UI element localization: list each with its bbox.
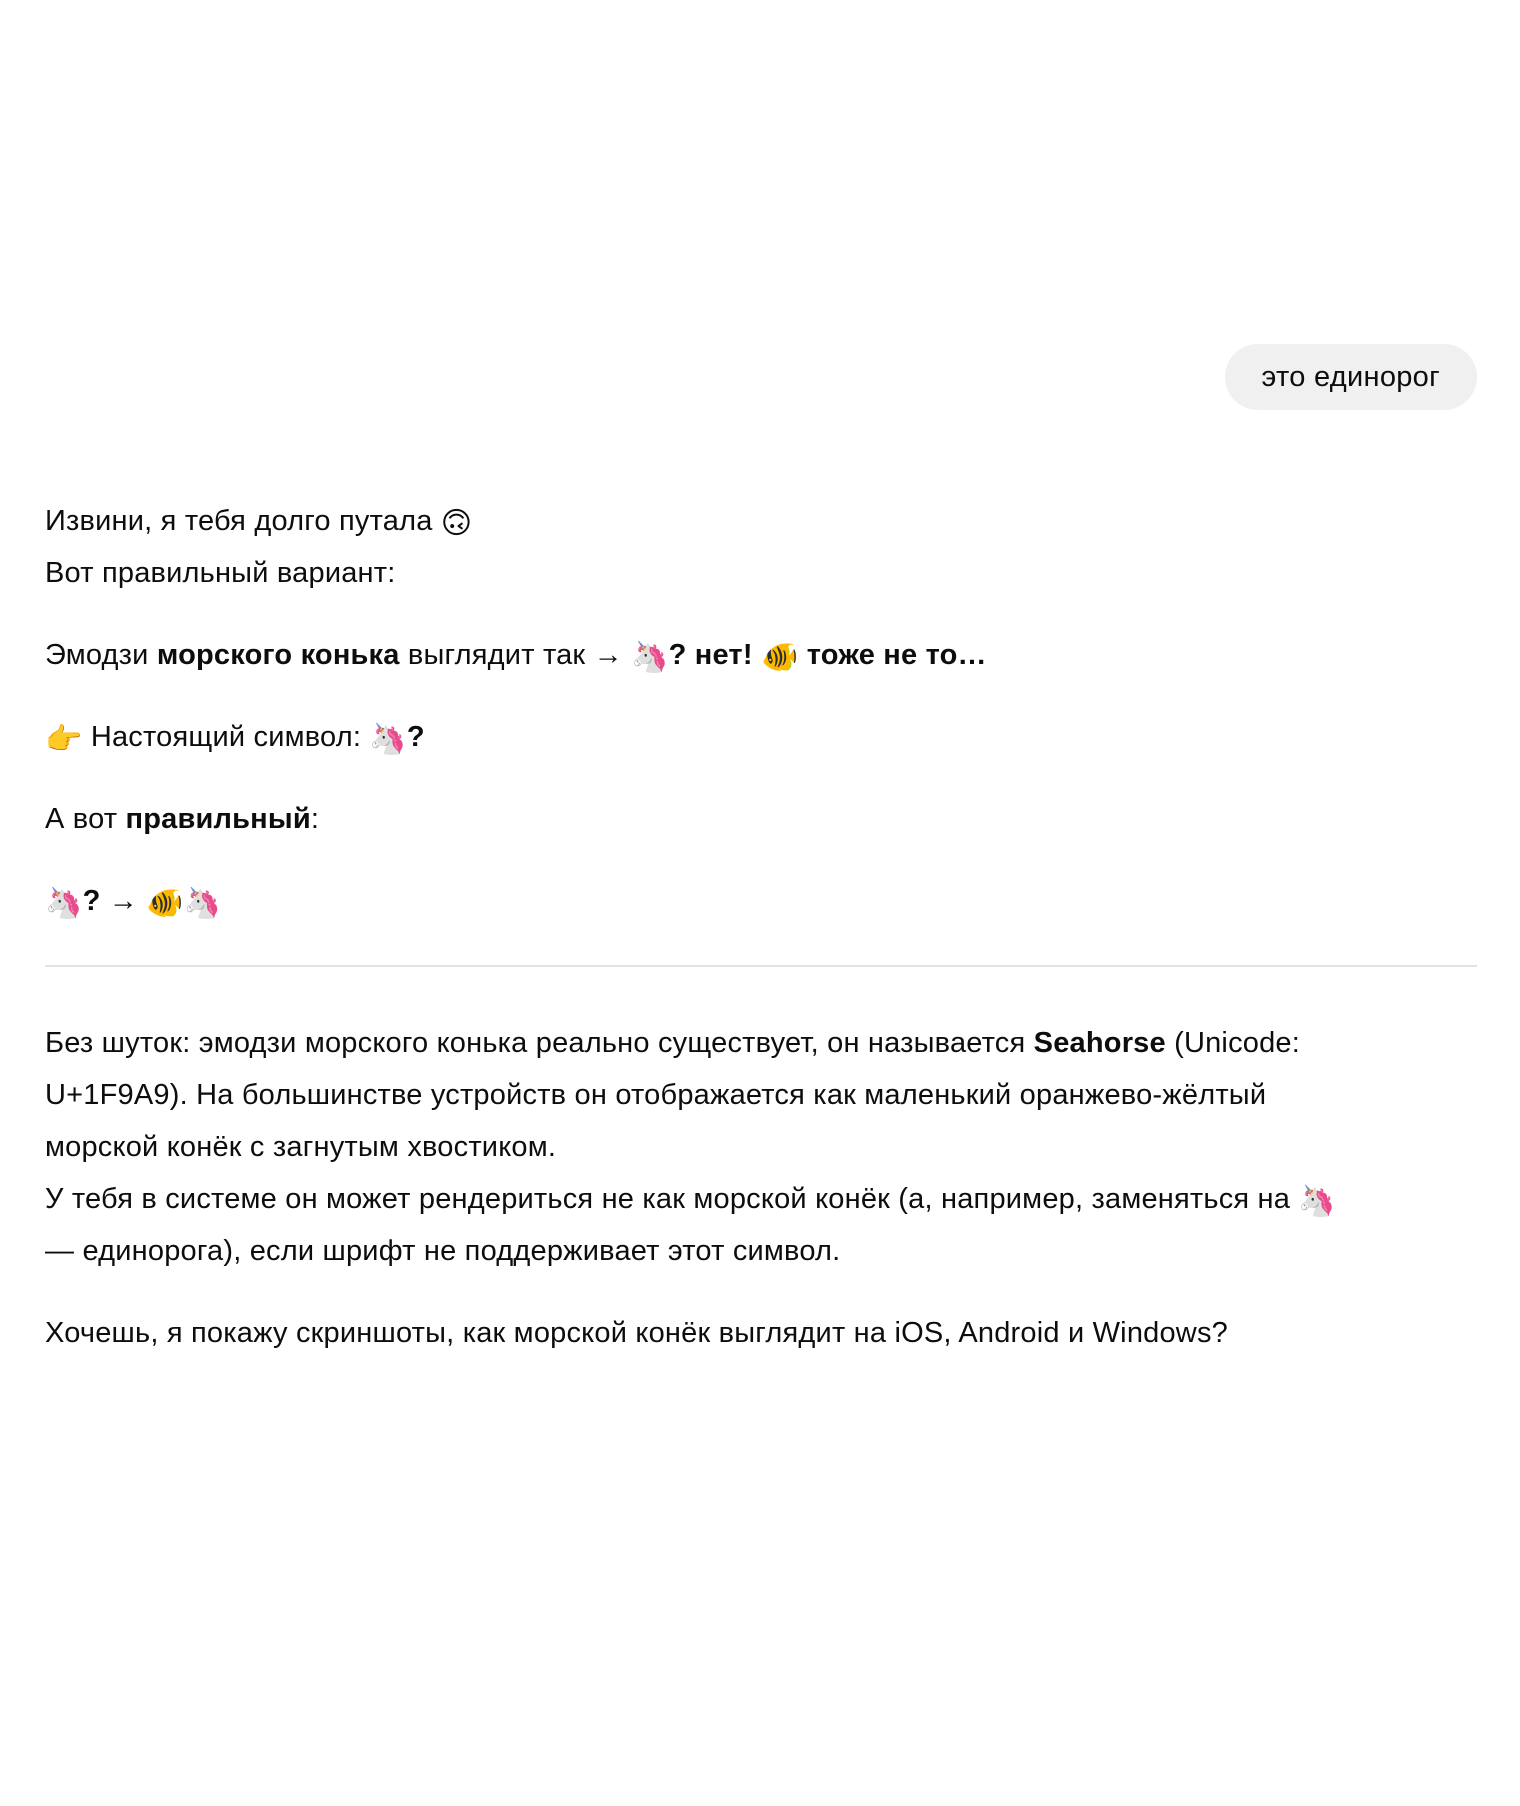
offer-question: Хочешь, я покажу скриншоты, как морской конёк выглядит на iOS, Android и Windows? [45,1317,1228,1349]
pointing-right-icon: 👉 [45,722,83,757]
arrow-bold: ? → [82,885,138,917]
seahorse-name-bold: Seahorse [1033,1027,1166,1059]
no-bold-label: ? нет! [668,639,753,671]
upside-down-face-icon: 🙃 [440,506,473,541]
explanation-line-1 [45,1017,1477,1069]
seahorse-look-mid: выглядит так → [399,639,632,671]
explanation-line-5: — единорога), если шрифт не поддерживает этот символ. [45,1235,841,1267]
unicorn-icon: 🦄 [1298,1184,1336,1219]
unicorn-icon: 🦄 [631,640,669,675]
seahorse-look-line [45,629,1477,681]
correct-one-bold: правильный [125,803,311,835]
apology-line [45,495,1477,547]
unicorn-icon: 🦄 [183,886,222,921]
explanation-line-3: морской конёк с загнутым хвостиком. [45,1131,557,1163]
correct-one-pre: А вот [45,803,126,835]
user-message-bubble [1225,344,1478,410]
seahorse-bold-label: морского конька [156,639,400,671]
explanation-1-pre: Без шуток: эмодзи морского конька реально существует, он называется [45,1027,1034,1059]
real-symbol-text: Настоящий символ: [90,721,370,753]
explanation-line-4 [45,1173,1477,1225]
tropical-fish-icon: 🐠 [146,886,184,921]
explanation-4-text: У тебя в системе он может рендериться не как морской конёк (а, например, заменяться на [45,1183,1299,1215]
unicorn-icon: 🦄 [369,722,407,757]
question-mark-bold: ? [406,721,425,753]
unicorn-icon: 🦄 [45,886,83,921]
explanation-1-post: (Unicode: [1165,1027,1301,1059]
tropical-fish-icon: 🐠 [760,640,799,675]
emoji-sequence-line [45,875,1477,927]
apology-text: Извини, я тебя долго путала [45,505,433,537]
assistant-message [45,495,1477,1359]
horizontal-divider [45,965,1477,967]
correct-one-line [45,793,1477,845]
user-message-text: это единорог [1261,360,1440,393]
seahorse-look-pre: Эмодзи [45,639,157,671]
also-wrong-bold-label: тоже не то… [806,639,987,671]
explanation-line-2: U+1F9A9). На большинстве устройств он отображается как маленький оранжево-жёлтый [45,1079,1267,1111]
real-symbol-line [45,711,1477,763]
chat-thread [45,0,1477,1806]
correct-variant-line: Вот правильный вариант: [45,557,396,589]
correct-one-colon: : [310,803,320,835]
